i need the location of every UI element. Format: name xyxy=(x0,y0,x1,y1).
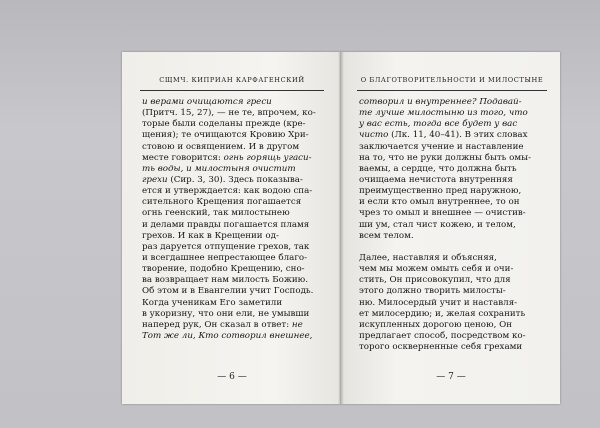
text-segment: ва возвращает нам милость Божию. xyxy=(142,275,308,286)
text-segment: в укоризну, что они ели, не умывши xyxy=(142,308,310,319)
text-segment: и всегдашнее непрестающее благо- xyxy=(142,252,308,263)
right-page xyxy=(341,52,560,404)
right-page-text xyxy=(359,97,545,353)
italic-quote-segment: сотворил и внутреннее? Подавай- xyxy=(359,97,522,107)
text-segment: искупленных дорогою ценою, Он xyxy=(359,319,513,330)
text-line xyxy=(142,298,320,309)
text-segment: (Притч. 15, 27), — не те, впрочем, ко- xyxy=(142,108,316,119)
text-segment: очищаема нечистота внутренняя xyxy=(359,174,513,185)
text-line xyxy=(142,208,320,219)
text-line xyxy=(142,331,320,342)
text-segment: заключается учение и наставление xyxy=(359,141,524,152)
text-line xyxy=(142,197,320,208)
book-spread xyxy=(122,52,560,404)
text-segment: грехов. И как в Крещении од- xyxy=(142,230,279,241)
text-line xyxy=(359,286,545,297)
text-line xyxy=(359,331,545,342)
text-line xyxy=(142,153,320,164)
text-line xyxy=(142,97,320,108)
text-line xyxy=(142,275,320,286)
text-line xyxy=(359,275,545,286)
text-segment: стить, Он присовокупил, что для xyxy=(359,275,511,286)
text-segment: чрез то омыл и внешнее — очистив- xyxy=(359,208,526,219)
text-segment: Когда ученикам Его заметили xyxy=(142,297,283,308)
text-line xyxy=(142,130,320,141)
italic-quote-segment: грехи xyxy=(142,174,168,185)
italic-quote-segment: и верами очищаются греси xyxy=(142,97,272,107)
text-line xyxy=(359,309,545,320)
text-segment: Об этом и в Евангелии учит Господь. xyxy=(142,286,314,297)
left-page xyxy=(122,52,341,404)
left-running-head: СЩМЧ. КИПРИАН КАРФАГЕНСКИЙ xyxy=(159,76,305,84)
text-line xyxy=(359,320,545,331)
text-segment: всем телом. xyxy=(359,230,414,241)
text-segment: наперед рук, Он сказал в ответ: xyxy=(142,319,292,330)
text-segment: (Лк. 11, 40–41). В этих словах xyxy=(388,130,528,141)
text-line xyxy=(359,197,545,208)
italic-quote-segment: не xyxy=(291,319,303,330)
text-line xyxy=(142,264,320,275)
text-line xyxy=(359,97,545,108)
text-line xyxy=(359,130,545,141)
text-line xyxy=(142,286,320,297)
text-segment: сительного Крещения погашается xyxy=(142,197,302,208)
right-page-number: — 7 — xyxy=(436,372,466,382)
text-line xyxy=(142,253,320,264)
text-segment: на то, что не руки должны быть омы- xyxy=(359,152,532,163)
text-line xyxy=(359,264,545,275)
text-line xyxy=(359,298,545,309)
book-gutter xyxy=(338,52,344,404)
text-line xyxy=(142,186,320,197)
text-line xyxy=(142,309,320,320)
italic-quote-segment: у вас есть, тогда все будет у вас xyxy=(359,119,518,130)
text-line xyxy=(359,175,545,186)
text-segment: месте говорится: xyxy=(142,152,224,163)
text-line xyxy=(142,119,320,130)
italic-quote-segment: чисто xyxy=(359,130,389,141)
text-segment: и делами правды погашается пламя xyxy=(142,219,310,230)
text-segment: ется и утверждается: как водою спа- xyxy=(142,186,313,197)
left-page-text xyxy=(142,97,320,342)
text-segment: преимущественно пред наружною, xyxy=(359,186,522,197)
left-page-number: — 6 — xyxy=(217,372,247,382)
text-line xyxy=(142,142,320,153)
text-segment: ши ум, стал чист кожею, и телом, xyxy=(359,219,516,230)
text-segment: (Сир. 3, 30). Здесь показыва- xyxy=(167,174,303,185)
italic-quote-segment: Тот же ли, Кто сотворил внешнее, xyxy=(142,330,313,341)
text-segment: раз даруется отпущение грехов, так xyxy=(142,241,310,252)
text-line xyxy=(142,231,320,242)
text-segment: торые были соделаны прежде (кре- xyxy=(142,119,306,130)
text-line xyxy=(142,175,320,186)
right-header-rule xyxy=(357,90,547,91)
text-segment: стовою и освящением. И в другом xyxy=(142,141,300,152)
text-segment: щения); те очищаются Кровию Хри- xyxy=(142,130,309,141)
text-segment: огнь геенский, так милостынею xyxy=(142,208,290,219)
text-line xyxy=(142,164,320,175)
text-segment: торого оскверненные себя грехами xyxy=(359,342,523,353)
text-line xyxy=(359,231,545,242)
text-line xyxy=(359,342,545,353)
text-line xyxy=(359,164,545,175)
text-segment: творение, подобно Крещению, сно- xyxy=(142,264,305,275)
text-segment: Далее, наставляя и объясняя, xyxy=(359,252,497,263)
italic-quote-segment: огнь горящь угаси- xyxy=(223,152,312,163)
text-segment: ню. Милосердый учит и наставля- xyxy=(359,297,518,308)
text-line xyxy=(359,153,545,164)
text-line xyxy=(359,108,545,119)
text-segment: ет милосердию; и, желая сохранить xyxy=(359,308,526,319)
text-line xyxy=(359,242,545,253)
right-running-head: О БЛАГОТВОРИТЕЛЬНОСТИ И МИЛОСТЫНЕ xyxy=(360,76,544,84)
italic-quote-segment: те лучше милостыню из того, что xyxy=(359,108,528,119)
text-line xyxy=(142,220,320,231)
text-segment: и если кто омыл внутреннее, то он xyxy=(359,197,520,208)
text-line xyxy=(359,119,545,130)
text-segment: предлагает способ, посредством ко- xyxy=(359,330,526,341)
text-line xyxy=(142,242,320,253)
text-line xyxy=(359,142,545,153)
text-segment: этого должно творить милосты- xyxy=(359,286,506,297)
left-header-rule xyxy=(140,90,324,91)
text-line xyxy=(142,320,320,331)
text-segment: чем мы можем омыть себя и очи- xyxy=(359,264,514,275)
italic-quote-segment: ть воды, и милостыня очистит xyxy=(142,163,296,174)
text-line xyxy=(359,253,545,264)
text-line xyxy=(359,208,545,219)
text-line xyxy=(142,108,320,119)
text-line xyxy=(359,186,545,197)
text-segment: ваемы, а сердце, что должна быть xyxy=(359,163,517,174)
text-line xyxy=(359,220,545,231)
